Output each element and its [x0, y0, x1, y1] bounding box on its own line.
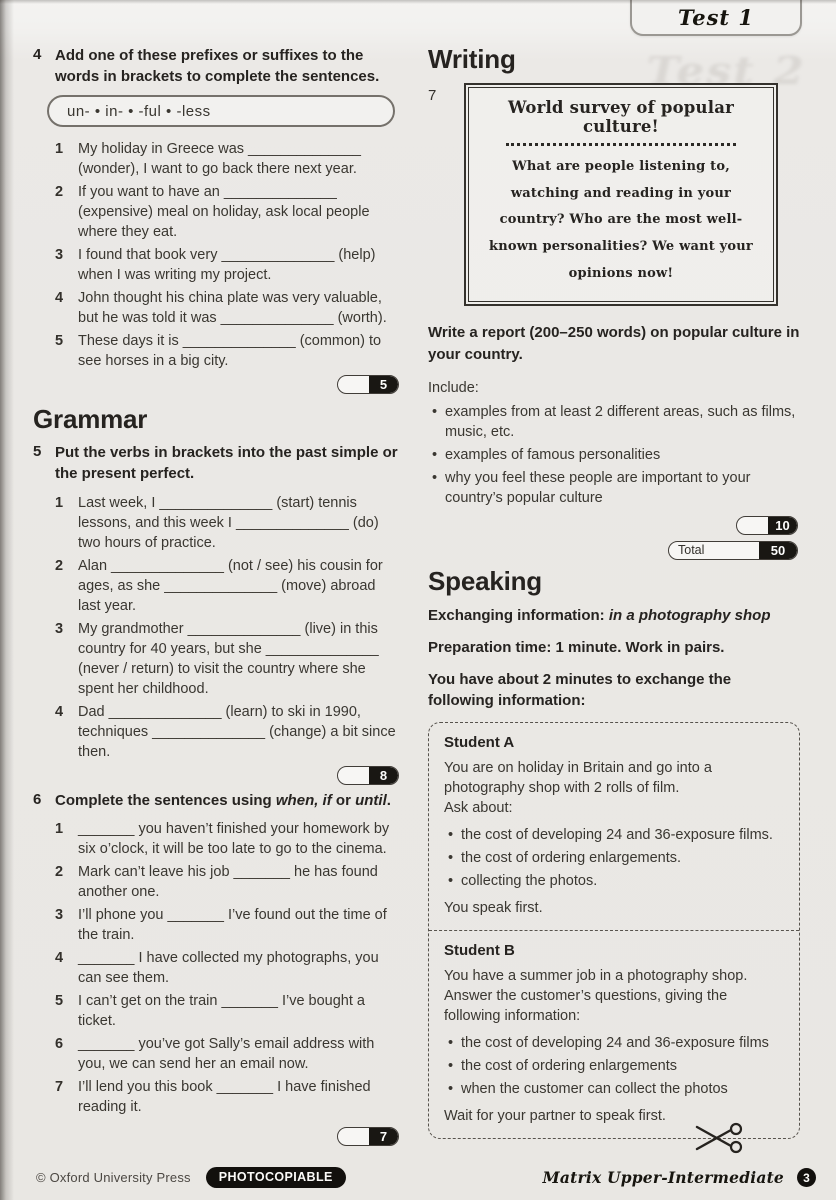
bullet-text: the cost of developing 24 and 36-exposure films: [461, 1034, 769, 1051]
bullet-text: the cost of ordering enlargements: [461, 1057, 678, 1074]
preparation-line: Preparation time: 1 minute. Work in pairs.: [428, 638, 725, 656]
list-item: [428, 402, 800, 442]
instruction-segment: or: [331, 791, 356, 809]
item-number: 2: [55, 184, 64, 201]
list-item: [428, 445, 800, 465]
instruction-italic: when, if: [275, 791, 332, 809]
right-column: [428, 44, 800, 1139]
task-intro-line: You have about 2 minutes to exchange the following information:: [428, 670, 732, 709]
bullet-text: examples from at least 2 different areas, such as films, music, etc.: [445, 403, 796, 440]
exercise-6-header: [33, 791, 401, 812]
item-text: I can’t get on the train _______ I’ve bought a ticket.: [78, 993, 365, 1030]
exchange-topic: in a photography shop: [608, 606, 771, 624]
list-item: [55, 182, 401, 242]
exercise-5-score-row: [33, 766, 399, 785]
list-item: [55, 1077, 401, 1117]
list-item: [55, 1034, 401, 1074]
item-number: 1: [55, 821, 64, 838]
page-number-badge: 3: [797, 1168, 816, 1187]
exercise-5-number: 5: [33, 443, 42, 461]
prefix-options-box: [47, 95, 395, 127]
student-b-outro: Wait for your partner to speak first.: [444, 1107, 666, 1124]
exercise-5-header: [33, 443, 401, 484]
speaking-heading: Speaking: [428, 565, 542, 596]
bullet-icon: •: [448, 826, 454, 843]
showthrough-ghost: Test 2: [646, 48, 807, 93]
item-text: Mark can’t leave his job _______ he has found another one.: [78, 864, 378, 901]
item-text: My holiday in Greece was ______________ (wonder), I want to go back there next year.: [78, 141, 361, 178]
exercise-7-number: 7: [428, 87, 437, 104]
list-item: [444, 1056, 784, 1076]
item-text: Alan ______________ (not / see) his cousin for ages, as she ______________ (move) abroad last year.: [78, 557, 383, 614]
photocopiable-badge: PHOTOCOPIABLE: [206, 1167, 346, 1188]
item-number: 7: [55, 1079, 64, 1096]
student-a-outro: You speak first.: [444, 899, 543, 916]
total-label: Total: [678, 542, 705, 557]
item-number: 4: [55, 950, 64, 967]
score-value: 8: [369, 767, 398, 784]
item-text: John thought his china plate was very valuable, but he was told it was ______________ (worth).: [78, 290, 387, 327]
bullet-icon: •: [432, 446, 438, 463]
exercise-4: [33, 46, 401, 394]
exercise-6-items: [55, 819, 401, 1117]
writing-score-row: [428, 516, 798, 535]
list-item: [444, 825, 784, 845]
list-item: [55, 948, 401, 988]
student-a-ask-label: Ask about:: [444, 799, 513, 816]
score-blank: [338, 767, 369, 784]
bullet-text: examples of famous personalities: [445, 446, 661, 463]
score-badge: [337, 1127, 399, 1146]
list-item: [55, 288, 401, 328]
list-item: [55, 556, 401, 616]
total-score-badge: [668, 541, 798, 560]
item-text: I found that book very ______________ (help) when I was writing my project.: [78, 247, 376, 284]
survey-advert-box: [464, 83, 778, 306]
test-tab-label: Test 1: [677, 4, 755, 30]
item-number: 4: [55, 703, 64, 720]
item-text: Dad ______________ (learn) to ski in 1990, techniques ______________ (change) a bit since then.: [78, 703, 396, 760]
student-b-card: [429, 930, 799, 1138]
list-item: [444, 1033, 784, 1053]
item-number: 2: [55, 557, 64, 574]
student-a-bullets: [444, 825, 784, 891]
exercise-4-instruction: Add one of these prefixes or suffixes to the words in brackets to complete the sentences.: [55, 47, 380, 85]
exercise-4-header: [33, 46, 401, 87]
bullet-text: why you feel these people are important to your country’s popular culture: [445, 469, 751, 506]
exercise-5: [33, 443, 401, 784]
instruction-italic: until: [355, 791, 387, 809]
bullet-icon: •: [448, 872, 454, 889]
student-a-title: Student A: [444, 733, 515, 751]
test-tab: [630, 0, 802, 36]
bullet-icon: •: [448, 1034, 454, 1051]
exercise-6-score-row: [33, 1127, 399, 1146]
include-label: Include:: [428, 379, 479, 396]
list-item: [55, 139, 401, 179]
instruction-segment: .: [386, 791, 391, 809]
include-bullets: [428, 402, 800, 508]
item-text: _______ you’ve got Sally’s email address with you, we can send her an email now.: [78, 1036, 375, 1073]
scissors-icon: [695, 1122, 747, 1154]
score-value: 5: [369, 376, 398, 393]
score-blank: [737, 517, 768, 534]
list-item: [55, 702, 401, 762]
list-item: [55, 331, 401, 371]
writing-heading: Writing: [428, 44, 516, 74]
item-number: 1: [55, 141, 64, 158]
score-badge: [337, 375, 399, 394]
item-number: 1: [55, 494, 64, 511]
item-text: I’ll phone you _______ I’ve found out the time of the train.: [78, 907, 387, 944]
exercise-5-instruction: Put the verbs in brackets into the past simple or the present perfect.: [55, 444, 398, 483]
grammar-heading: Grammar: [33, 404, 148, 435]
list-item: [55, 905, 401, 945]
list-item: [55, 862, 401, 902]
series-title: Matrix Upper-Intermediate: [542, 1168, 784, 1187]
student-cards-box: [428, 722, 800, 1139]
item-text: _______ you haven’t finished your homework by six o’clock, it will be too late to go to the cinema.: [78, 821, 390, 858]
score-value: 10: [768, 517, 797, 534]
bullet-icon: •: [432, 403, 438, 420]
list-item: [55, 991, 401, 1031]
exercise-6: [33, 791, 401, 1147]
score-badge: [736, 516, 798, 535]
item-number: 5: [55, 333, 64, 350]
item-number: 3: [55, 247, 64, 264]
student-b-title: Student B: [444, 941, 515, 959]
bullet-icon: •: [448, 1057, 454, 1074]
survey-title: World survey of popular culture!: [507, 98, 734, 136]
bullet-text: collecting the photos.: [461, 872, 598, 889]
exercise-4-score-row: [33, 375, 399, 394]
instruction-segment: Complete the sentences using: [55, 791, 276, 809]
score-blank: [338, 1128, 369, 1145]
list-item: [55, 493, 401, 553]
copyright-text: © Oxford University Press: [36, 1170, 191, 1185]
item-number: 3: [55, 620, 64, 637]
score-value: 7: [369, 1128, 398, 1145]
list-item: [55, 819, 401, 859]
item-number: 6: [55, 1036, 64, 1053]
list-item: [55, 619, 401, 699]
score-badge: [337, 766, 399, 785]
exercise-4-items: [55, 139, 401, 371]
left-column: [33, 46, 401, 1152]
total-value: 50: [759, 542, 797, 559]
survey-advert-inner: [468, 87, 774, 302]
scan-edge-shadow-top: [0, 0, 836, 4]
exercise-5-items: [55, 493, 401, 762]
student-b-intro: You have a summer job in a photography shop. Answer the customer’s questions, giving the following information:: [444, 967, 748, 1024]
report-task: Write a report (200–250 words) on popular culture in your country.: [428, 324, 800, 363]
bullet-icon: •: [432, 469, 438, 486]
student-b-bullets: [444, 1033, 784, 1099]
list-item: [444, 871, 784, 891]
exercise-7: [428, 83, 800, 306]
exchange-info-line: [428, 605, 800, 626]
item-text: I’ll lend you this book _______ I have finished reading it.: [78, 1079, 371, 1116]
item-text: Last week, I ______________ (start) tennis lessons, and this week I ______________ (do) two hours of practice.: [78, 494, 379, 551]
item-text: These days it is ______________ (common) to see horses in a big city.: [78, 333, 382, 370]
item-text: If you want to have an ______________ (expensive) meal on holiday, ask local people where they eat.: [78, 184, 370, 241]
total-score-row: [428, 541, 798, 560]
exercise-6-number: 6: [33, 790, 42, 808]
item-number: 5: [55, 993, 64, 1010]
score-blank: [338, 376, 369, 393]
bullet-text: the cost of ordering enlargements.: [461, 849, 682, 866]
footer-right-group: [543, 1168, 816, 1187]
item-text: My grandmother ______________ (live) in this country for 40 years, but she ______________ (never / return) to visit the country where she spent her childhood.: [78, 620, 379, 697]
list-item: [428, 468, 800, 508]
dotted-separator: [506, 143, 736, 146]
bullet-icon: •: [448, 1080, 454, 1097]
survey-body: What are people listening to, watching and reading in your country? Who are the most well-known personalities? We want your opinions now!: [489, 159, 753, 281]
item-number: 4: [55, 290, 64, 307]
page-footer: [36, 1167, 816, 1188]
student-a-card: [429, 723, 799, 930]
exchange-label: Exchanging information:: [428, 606, 609, 624]
bullet-text: when the customer can collect the photos: [461, 1080, 728, 1097]
exercise-4-number: 4: [33, 46, 42, 63]
item-text: _______ I have collected my photographs, you can see them.: [78, 950, 379, 987]
bullet-text: the cost of developing 24 and 36-exposure films.: [461, 826, 773, 843]
prefix-options-text: un- • in- • -ful • -less: [67, 102, 211, 120]
list-item: [55, 245, 401, 285]
item-number: 2: [55, 864, 64, 881]
scan-edge-shadow-left: [0, 0, 14, 1200]
list-item: [444, 848, 784, 868]
bullet-icon: •: [448, 849, 454, 866]
student-a-intro: You are on holiday in Britain and go into a photography shop with 2 rolls of film.: [444, 759, 712, 796]
list-item: [444, 1079, 784, 1099]
exercise-6-instruction: [55, 791, 401, 812]
item-number: 3: [55, 907, 64, 924]
